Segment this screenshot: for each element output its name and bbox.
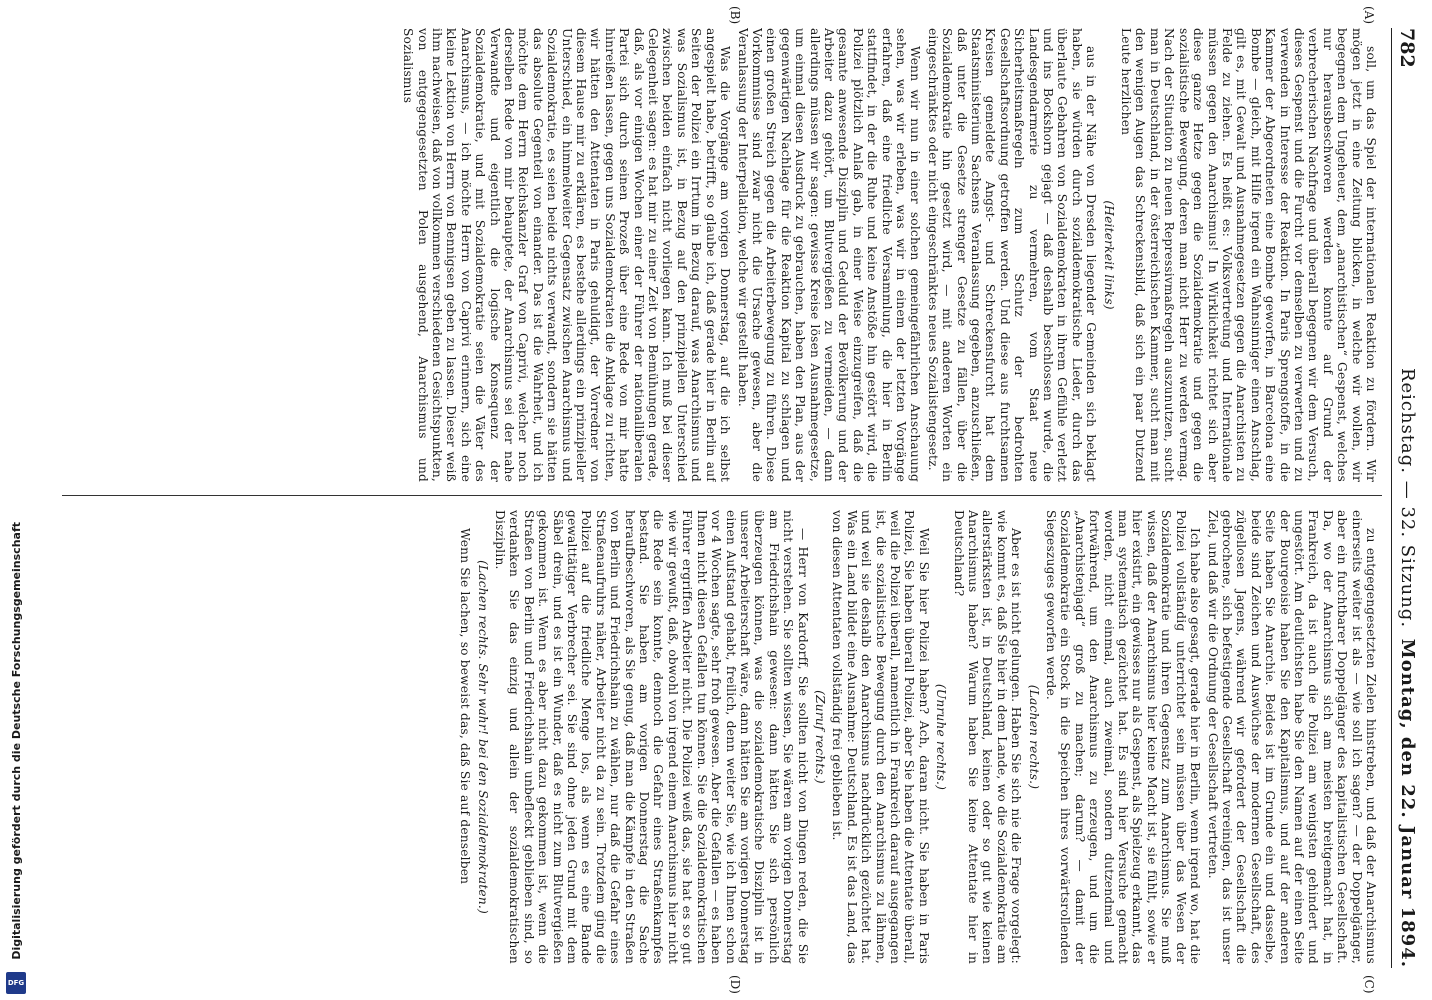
- margin-marker-b: (B): [728, 6, 742, 25]
- paragraph: Wenn wir nun in einer solchen gemeingefährlichen Anschauung sehen, was wir erleben, was wir in einem der letzten Vorgänge erfahren, daß eine friedliche Versammlung, die hier in Berlin stattfindet, in der die Ruhe und keine Anstöße hin gestört wird, die Polizei plötzlich Anlaß gab, in einer Weise einzugreifen, daß die gesamte anwesende Disziplin und Geduld der Bevölkerung und der Arbeiter dazu gehört, um Blutvergießen zu vermeiden, — dann allerdings müssen wir sagen: gewisse Kreise lösen Ausnahmegesetze, um einmal diesen Ausdruck zu gebrauchen, haben den Plan, aus der gegenwärtigen Nachlage für die Reaktion Kapital zu schlagen und einen großen Streich gegen die Arbeiterbewegung zu führen. Diese Vorkommnisse sind zwar nicht die Ursache gewesen, aber die Veranlassung der Interpellation, welche wir gestellt haben.: [735, 28, 923, 482]
- paragraph: — Herr von Kardorff, Sie sollten nicht von Dingen reden, die Sie nicht verstehen. Sie sollten wissen, Sie wären am vorigen Donnerstag am Friedrichshain gewesen: dann hätten Sie sich persönlich überzeugen können, was die sozialdemokratische Disziplin ist in unserer Arbeiterschaft wäre, dann hätten Sie am vorigen Donnerstag einen Aufstand gehabt, freilich, denn weiter Sie, wie ich Ihnen schon vor 4 Wochen sagte, sehr froh gewesen. Aber die Gefallen — es haben Ihnen nicht diesen Gefallen tun können. Sie die Sozialdemokratischen Führer ergriffen Arbeiter nicht. Die Polizei weiß das, sie hat es so gut wie wir gewußt, daß, obwohl von irgend einem Anarchismus hier nicht die Rede sein konnte, dennoch die Gefahr eines Straßenkampfes bestand. Sie haben am vorigen Donnerstag die Sache heraufbeschworen, als Sie genug, daß man die Kämpfe in den Straßen von Berlin und Friedrichshain zu wählen, nur daß die Gefahr eines Straßenaufruhrs näher, Arbeiter nicht da zu sein. Trotzdem ging die Polizei auf die friedliche Menge los, als wenn es eine Bande gewalttätiger Verbrecher sei. Sie sind ohne jeden Grund mit dem Säbel drein, und es ist ein Wunder, daß es nicht zum Blutvergießen gekommen ist. Wenn es aber nicht dazu gekommen ist, wenn die Straßen von Berlin und Friedrichshain unbefleckt geblieben sind, so verdanken Sie das einzig und allein der sozialdemokratischen Disziplin.: [493, 510, 810, 964]
- margin-marker-d: (D): [728, 975, 742, 994]
- paragraph: Aber es ist nicht gelungen. Haben Sie sich nie die Frage vorgelegt: wie kommt es, daß Sie hier in dem Lande, wo die Sozialdemokratie am allerstärksten ist, in Deutschland, keinen oder so gut wie keinen Anarchismus haben? Warum haben Sie keine Attentate hier in Deutschland?: [951, 510, 1024, 964]
- left-column: [68, 28, 1378, 482]
- paragraph: zu entgegengesetzten Zielen hinstreben, und daß der Anarchismus einerseits weiter ist als — wie soll ich sagen? — der Doppelgänger, aber ein furchtbarer Doppelgänger des kapitalistischen Gesellschaft. Da, wo der Anarchismus sich am meisten breitgemacht hat, in Frankreich, da ist auch die Polizei am wenigsten gehindert und ungestört. Am deutlichsten habe Sie den Namen auf der einen Seite der Bourgeoisie haben Sie den Kapitalismus, und auf der anderen Seite haben Sie Anarchie. Beides ist im Grunde ein und dasselbe, beide sind Zeichen und Auswüchse der modernen Gesellschaft, des zügellosen Jagens, während wir gefordert der Gesellschaft die gebrochene, sich befestigende Gesellschaft vereinigen, das ist unser Ziel, und daß wir die Ordnung der Gesellschaft vertreten.: [1205, 510, 1378, 964]
- right-column: [68, 510, 1378, 964]
- stage-direction: (Heiterkeit links): [1101, 200, 1116, 310]
- dfg-logo: DFG: [6, 972, 26, 994]
- stage-direction: (Lachen rechts. Sehr wahr! bei den Sozialdemokraten.): [475, 560, 490, 914]
- margin-marker-a: (A): [1362, 6, 1376, 25]
- stage-direction: (Lachen rechts.): [1026, 684, 1041, 790]
- stage-direction: (Unruhe rechts.): [934, 683, 949, 791]
- digitization-credit-text: Digitalisierung gefördert durch die Deutsche Forschungsgemeinschaft: [10, 522, 23, 960]
- paragraph: Wenn Sie lachen, so beweist das, daß Sie auf denselben: [458, 528, 473, 885]
- paragraph: Was die Vorgänge am vorigen Donnerstag, auf die ich selbst angespielt habe, betrifft, so glaube ich, daß gerade hier in Berlin auf Seiten der Polizei ein Irrtum in Bezug darauf, was Anarchismus und was Sozialismus ist, in Bezug auf den prinzipiellen Unterschied zwischen beiden einfach nicht vorliegen kann. Ich muß bei dieser Gelegenheit sagen: es hat mir zu einer Zeit von Bemühungen gerade, daß, als vor einigen Wochen einer der Führer der nationalliberalen Partei sich durch seinen Prozeß über eine Rede von mir hatte hinreißen lassen, gegen uns Sozialdemokraten die Anklage zu richten, wir hätten den Attentaten in Paris gehuldigt, der Vorredner von diesem Hause mir zu erklären, es bestehe allerdings ein prinzipieller Unterschied, ein himmelweiter Gegensatz zwischen Anarchismus und Sozialdemokratie, es seien beide nichts verwandt, sondern sie hätten das absolute Gegenteil von einander. Das ist die Wahrheit, und ich möchte dem Herrn Reichskanzler Graf von Caprivi, welcher noch derselben Rede von mir behauptete, der Anarchismus sei der nahe Verwandte und eigentlich die logische Konsequenz der Sozialdemokratie, und mit Sozialdemokratie seien die Väter des Anarchismus, — ich möchte Herrn von Caprivi erinnern, sich eine kleine Lektion von Herrn von Bennigsen geben zu lassen. Dieser weiß ihm nachweisen, daß von vollkommen verschiedenen Gesichtspunkten, von entgegengesetzten Polen ausgehend, Anarchismus und Sozialismus: [401, 28, 733, 482]
- column-divider: [62, 495, 1382, 496]
- paragraph: Weil Sie hier Polizei haben? Ach, daran nicht. Sie haben in Paris Polizei, Sie haben überall Polizei, aber Sie haben die Attentate überall, weil die Polizei überall, namentlich in Frankreich darauf ausgegangen ist, die sozialistische Bewegung durch den Anarchismus zu lähmen, und weil sie deshalb den Anarchismus nachdrücklich gezüchtet hat. Was ein Land bildet eine Ausnahme: Deutschland. Es ist das Land, das von diesen Attentaten vollständig frei geblieben ist.: [830, 510, 931, 964]
- page-date: Montag, den 22. Januar 1894.: [1397, 638, 1418, 968]
- paragraph: aus in der Nähe von Dresden liegender Gemeinden sich beklagt haben, sie würden durch sozialdemokratische Lieder, durch das überlaute Gebahren von Sozialdemokraten in ihrem Gefühle verletzt und ins Bockshorn gejagt — daß deshalb beschlossen wurde, die Landesgendarmerie zu vermehren, vom Staat neue Sicherheitsmaßregeln zum Schutz der bedrohten Gesellschaftsordnung getroffen werden. Und diese aus furchtsamen Kreisen gemeldete Angst- und Schreckensfurcht hat dem Staatsministerium Sachsens Veranlassung gegeben, anzuschließen, daß unter die Gesetze strenger Gesetze zu fällen, über die Sozialdemokratie hin gesetzt wird, — mit anderen Worten ein eingeschränktes oder nicht eingeschränktes neues Sozialistengesetz.: [925, 28, 1099, 482]
- page-title: Reichstag. — 32. Sitzung.: [1397, 367, 1418, 629]
- paragraph: Ich habe also gesagt, gerade hier in Berlin, wenn irgend wo, hat die Polizei vollständig unterrichtet sein müssen über das Wesen der Sozialdemokratie und ihren Gegensatz zum Anarchismus. Sie muß wissen, daß der Anarchismus hier keine Macht ist, sie fühlt, sowie er hier existirt, ein gewisses nur als Gespenst, als Spielzeug erkannt, das man systematisch gezüchtet hat. Es sind hier Versuche gemacht worden, nicht einmal, auch zweimal, sondern dutzendmal und fortwährend, um den Anarchismus zu erzeugen, und um die „Anarchistenjagd“ groß zu machen; darum? — damit der Sozialdemokratie ein Stock in die Speichen ihres vorwärtsrollenden Siegeszuges geworfen werde.: [1044, 510, 1203, 964]
- margin-marker-c: (C): [1362, 975, 1376, 994]
- page-header: [1391, 28, 1422, 968]
- page-number: 782: [1396, 28, 1418, 68]
- stage-direction: (Zuruf rechts.): [812, 690, 827, 784]
- paragraph: soll, um das Spiel der internationalen Reaktion zu fördern. Wir mögen jetzt in eine Zeitung blicken, in welche wir wollen, wir begegnen dem Ungeheuer, dem „anarchistischen“ Gespenst, welches nur herausbeschworen werden konnte auf Grund der verbrecherischen Nachfrage und überall begegnen wir dem Versuch, dieses Gespenst und die Furcht vor demselben zu verwerten und zu verwenden in Interesse der Reaktion. In Paris Sprengstoffe, in die Kammer der Abgeordneten eine Bombe geworfen, in Barcelona eine Bombe — gleich, mit Hilfe irgend ein Wahnsinniger einen Anschlag, gilt es, mit Gewalt und Ausnahmegesetzen gegen die Anarchisten zu Felde zu ziehen. Es heißt es: Volksvertretung und Internationale müssen gegen den Anarchismus! In Wirklichkeit richtet sich aber diese ganze Hetze gegen die Sozialdemokratie und gegen die sozialistische Bewegung, deren man nicht Herr zu werden vermag. Nach der Situation zu neuen Repressivmaßregeln auszunutzen, sucht man in Deutschland, in der österreichischen Kammer, sucht man mit den wenigen Augen das Schreckensbild, daß sich ein paar Dutzend Leute herzlichen: [1119, 28, 1378, 482]
